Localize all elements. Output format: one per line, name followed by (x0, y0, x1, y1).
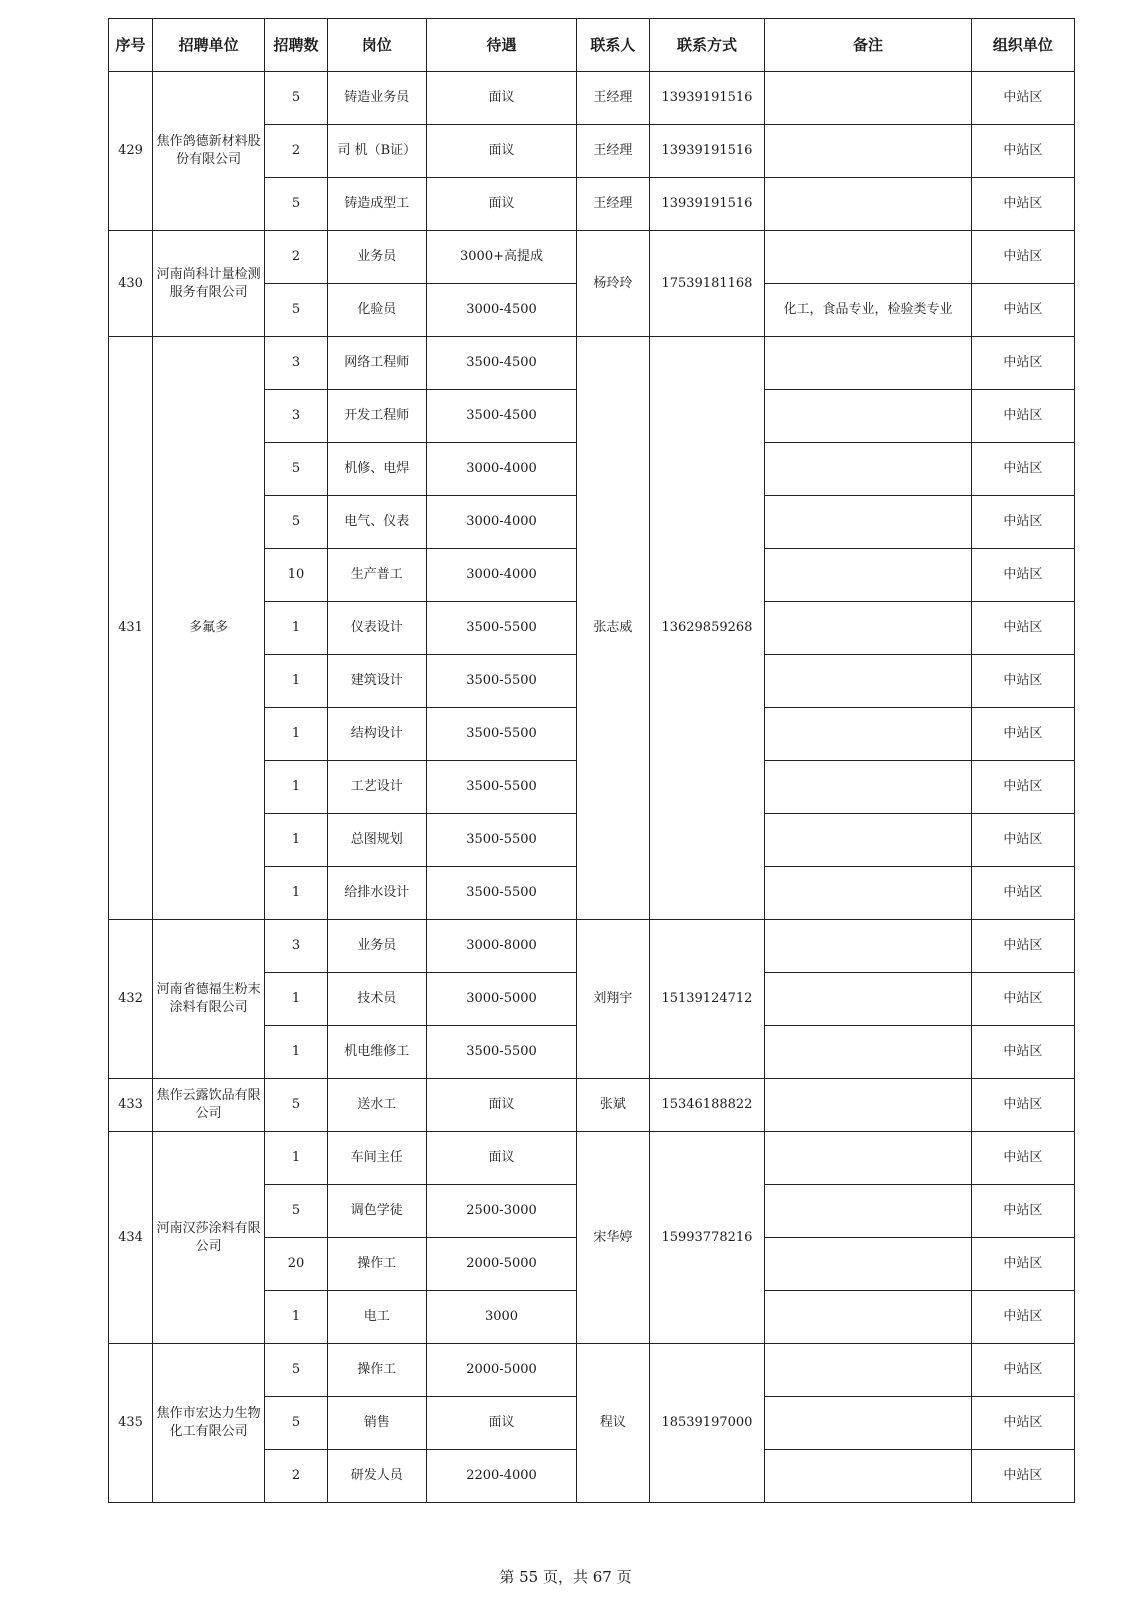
org-cell: 中站区 (971, 973, 1074, 1026)
remark-cell (765, 1238, 971, 1291)
org-cell: 中站区 (971, 1026, 1074, 1079)
company-name-cell: 河南汉莎涂料有限公司 (152, 1132, 264, 1344)
post-cell: 业务员 (327, 231, 426, 284)
company-name-cell: 多氟多 (152, 337, 264, 920)
contact-phone-cell: 13939191516 (649, 178, 765, 231)
post-cell: 给排水设计 (327, 867, 426, 920)
post-cell: 开发工程师 (327, 390, 426, 443)
remark-cell (765, 867, 971, 920)
remark-cell (765, 443, 971, 496)
post-cell: 操作工 (327, 1344, 426, 1397)
remark-cell (765, 1079, 971, 1132)
org-cell: 中站区 (971, 72, 1074, 125)
contact-person-cell: 王经理 (577, 178, 650, 231)
post-cell: 电工 (327, 1291, 426, 1344)
remark-cell (765, 125, 971, 178)
hire-count-cell: 5 (265, 72, 327, 125)
header-remark: 备注 (765, 19, 971, 72)
contact-phone-cell: 15139124712 (649, 920, 765, 1079)
remark-cell (765, 496, 971, 549)
contact-phone-cell: 13939191516 (649, 125, 765, 178)
pay-cell: 3000+高提成 (426, 231, 576, 284)
org-cell: 中站区 (971, 761, 1074, 814)
org-cell: 中站区 (971, 337, 1074, 390)
remark-cell (765, 1397, 971, 1450)
remark-cell (765, 72, 971, 125)
contact-person-cell: 王经理 (577, 72, 650, 125)
header-count: 招聘数 (265, 19, 327, 72)
post-cell: 化验员 (327, 284, 426, 337)
company-name-cell: 焦作云露饮品有限公司 (152, 1079, 264, 1132)
remark-cell (765, 973, 971, 1026)
remark-cell (765, 761, 971, 814)
post-cell: 建筑设计 (327, 655, 426, 708)
hire-count-cell: 5 (265, 284, 327, 337)
table-row (109, 920, 1075, 973)
post-cell: 操作工 (327, 1238, 426, 1291)
serial-number-cell: 434 (109, 1132, 153, 1344)
post-cell: 销售 (327, 1397, 426, 1450)
org-cell: 中站区 (971, 1238, 1074, 1291)
pay-cell: 3000-4000 (426, 443, 576, 496)
contact-person-cell: 宋华婷 (577, 1132, 650, 1344)
pay-cell: 3000 (426, 1291, 576, 1344)
pay-cell: 3500-5500 (426, 867, 576, 920)
hire-count-cell: 1 (265, 1291, 327, 1344)
remark-cell (765, 549, 971, 602)
header-contact: 联系人 (577, 19, 650, 72)
pay-cell: 2200-4000 (426, 1450, 576, 1503)
org-cell: 中站区 (971, 920, 1074, 973)
org-cell: 中站区 (971, 178, 1074, 231)
post-cell: 技术员 (327, 973, 426, 1026)
remark-cell (765, 814, 971, 867)
post-cell: 司 机（B证） (327, 125, 426, 178)
hire-count-cell: 10 (265, 549, 327, 602)
pay-cell: 2000-5000 (426, 1238, 576, 1291)
header-post: 岗位 (327, 19, 426, 72)
pay-cell: 3000-8000 (426, 920, 576, 973)
post-cell: 送水工 (327, 1079, 426, 1132)
hire-count-cell: 2 (265, 125, 327, 178)
table-row (109, 231, 1075, 284)
hire-count-cell: 5 (265, 496, 327, 549)
hire-count-cell: 1 (265, 708, 327, 761)
remark-cell (765, 1132, 971, 1185)
org-cell: 中站区 (971, 814, 1074, 867)
post-cell: 业务员 (327, 920, 426, 973)
contact-person-cell: 程议 (577, 1344, 650, 1503)
pay-cell: 3500-4500 (426, 390, 576, 443)
org-cell: 中站区 (971, 1291, 1074, 1344)
remark-cell (765, 655, 971, 708)
hire-count-cell: 1 (265, 867, 327, 920)
pay-cell: 3500-5500 (426, 602, 576, 655)
pay-cell: 面议 (426, 1079, 576, 1132)
contact-phone-cell: 15993778216 (649, 1132, 765, 1344)
company-name-cell: 焦作鸽德新材料股份有限公司 (152, 72, 264, 231)
pay-cell: 面议 (426, 1397, 576, 1450)
header-pay: 待遇 (426, 19, 576, 72)
post-cell: 电气、仪表 (327, 496, 426, 549)
pay-cell: 3000-5000 (426, 973, 576, 1026)
remark-cell (765, 1291, 971, 1344)
hire-count-cell: 1 (265, 973, 327, 1026)
org-cell: 中站区 (971, 655, 1074, 708)
header-no: 序号 (109, 19, 153, 72)
hire-count-cell: 5 (265, 1397, 327, 1450)
pay-cell: 面议 (426, 125, 576, 178)
post-cell: 结构设计 (327, 708, 426, 761)
org-cell: 中站区 (971, 549, 1074, 602)
pay-cell: 3500-5500 (426, 708, 576, 761)
post-cell: 机电维修工 (327, 1026, 426, 1079)
contact-person-cell: 张志威 (577, 337, 650, 920)
org-cell: 中站区 (971, 1132, 1074, 1185)
hire-count-cell: 5 (265, 1344, 327, 1397)
contact-person-cell: 张斌 (577, 1079, 650, 1132)
hire-count-cell: 3 (265, 337, 327, 390)
post-cell: 车间主任 (327, 1132, 426, 1185)
contact-phone-cell: 13939191516 (649, 72, 765, 125)
hire-count-cell: 5 (265, 1079, 327, 1132)
pay-cell: 面议 (426, 1132, 576, 1185)
company-name-cell: 河南尚科计量检测服务有限公司 (152, 231, 264, 337)
post-cell: 铸造成型工 (327, 178, 426, 231)
table-row (109, 1344, 1075, 1397)
header-row (109, 19, 1075, 72)
contact-person-cell: 刘翔宇 (577, 920, 650, 1079)
hire-count-cell: 5 (265, 443, 327, 496)
post-cell: 生产普工 (327, 549, 426, 602)
header-company: 招聘单位 (152, 19, 264, 72)
org-cell: 中站区 (971, 231, 1074, 284)
org-cell: 中站区 (971, 1344, 1074, 1397)
post-cell: 网络工程师 (327, 337, 426, 390)
table-row (109, 1132, 1075, 1185)
company-name-cell: 焦作市宏达力生物化工有限公司 (152, 1344, 264, 1503)
remark-cell (765, 337, 971, 390)
serial-number-cell: 433 (109, 1079, 153, 1132)
contact-person-cell: 王经理 (577, 125, 650, 178)
hire-count-cell: 1 (265, 814, 327, 867)
serial-number-cell: 432 (109, 920, 153, 1079)
org-cell: 中站区 (971, 1397, 1074, 1450)
hire-count-cell: 5 (265, 1185, 327, 1238)
org-cell: 中站区 (971, 708, 1074, 761)
table-row (109, 1079, 1075, 1132)
pay-cell: 3000-4000 (426, 549, 576, 602)
org-cell: 中站区 (971, 443, 1074, 496)
remark-cell (765, 920, 971, 973)
remark-cell (765, 602, 971, 655)
recruitment-table (108, 18, 1075, 1503)
hire-count-cell: 5 (265, 178, 327, 231)
org-cell: 中站区 (971, 602, 1074, 655)
pay-cell: 面议 (426, 72, 576, 125)
header-org: 组织单位 (971, 19, 1074, 72)
contact-phone-cell: 15346188822 (649, 1079, 765, 1132)
org-cell: 中站区 (971, 125, 1074, 178)
contact-phone-cell: 18539197000 (649, 1344, 765, 1503)
remark-cell (765, 1344, 971, 1397)
hire-count-cell: 1 (265, 602, 327, 655)
remark-cell (765, 1185, 971, 1238)
hire-count-cell: 3 (265, 920, 327, 973)
pay-cell: 3000-4000 (426, 496, 576, 549)
hire-count-cell: 2 (265, 231, 327, 284)
contact-person-cell: 杨玲玲 (577, 231, 650, 337)
hire-count-cell: 2 (265, 1450, 327, 1503)
post-cell: 工艺设计 (327, 761, 426, 814)
pay-cell: 3500-5500 (426, 1026, 576, 1079)
serial-number-cell: 435 (109, 1344, 153, 1503)
org-cell: 中站区 (971, 867, 1074, 920)
header-phone: 联系方式 (649, 19, 765, 72)
org-cell: 中站区 (971, 390, 1074, 443)
company-name-cell: 河南省德福生粉末涂料有限公司 (152, 920, 264, 1079)
pay-cell: 3000-4500 (426, 284, 576, 337)
remark-cell (765, 1026, 971, 1079)
remark-cell (765, 390, 971, 443)
serial-number-cell: 431 (109, 337, 153, 920)
org-cell: 中站区 (971, 496, 1074, 549)
table-row (109, 337, 1075, 390)
remark-cell (765, 231, 971, 284)
hire-count-cell: 20 (265, 1238, 327, 1291)
pay-cell: 3500-5500 (426, 761, 576, 814)
table-row (109, 72, 1075, 125)
pay-cell: 3500-5500 (426, 814, 576, 867)
page-footer: 第 55 页，共 67 页 (499, 1568, 632, 1586)
post-cell: 研发人员 (327, 1450, 426, 1503)
post-cell: 调色学徒 (327, 1185, 426, 1238)
post-cell: 铸造业务员 (327, 72, 426, 125)
remark-cell (765, 708, 971, 761)
pay-cell: 3500-5500 (426, 655, 576, 708)
hire-count-cell: 1 (265, 655, 327, 708)
hire-count-cell: 1 (265, 761, 327, 814)
post-cell: 仪表设计 (327, 602, 426, 655)
remark-cell: 化工，食品专业，检验类专业 (765, 284, 971, 337)
org-cell: 中站区 (971, 1450, 1074, 1503)
post-cell: 机修、电焊 (327, 443, 426, 496)
post-cell: 总图规划 (327, 814, 426, 867)
pay-cell: 2000-5000 (426, 1344, 576, 1397)
org-cell: 中站区 (971, 1079, 1074, 1132)
hire-count-cell: 1 (265, 1132, 327, 1185)
pay-cell: 3500-4500 (426, 337, 576, 390)
org-cell: 中站区 (971, 1185, 1074, 1238)
hire-count-cell: 1 (265, 1026, 327, 1079)
contact-phone-cell: 13629859268 (649, 337, 765, 920)
serial-number-cell: 429 (109, 72, 153, 231)
pay-cell: 2500-3000 (426, 1185, 576, 1238)
remark-cell (765, 1450, 971, 1503)
remark-cell (765, 178, 971, 231)
hire-count-cell: 3 (265, 390, 327, 443)
pay-cell: 面议 (426, 178, 576, 231)
org-cell: 中站区 (971, 284, 1074, 337)
contact-phone-cell: 17539181168 (649, 231, 765, 337)
serial-number-cell: 430 (109, 231, 153, 337)
